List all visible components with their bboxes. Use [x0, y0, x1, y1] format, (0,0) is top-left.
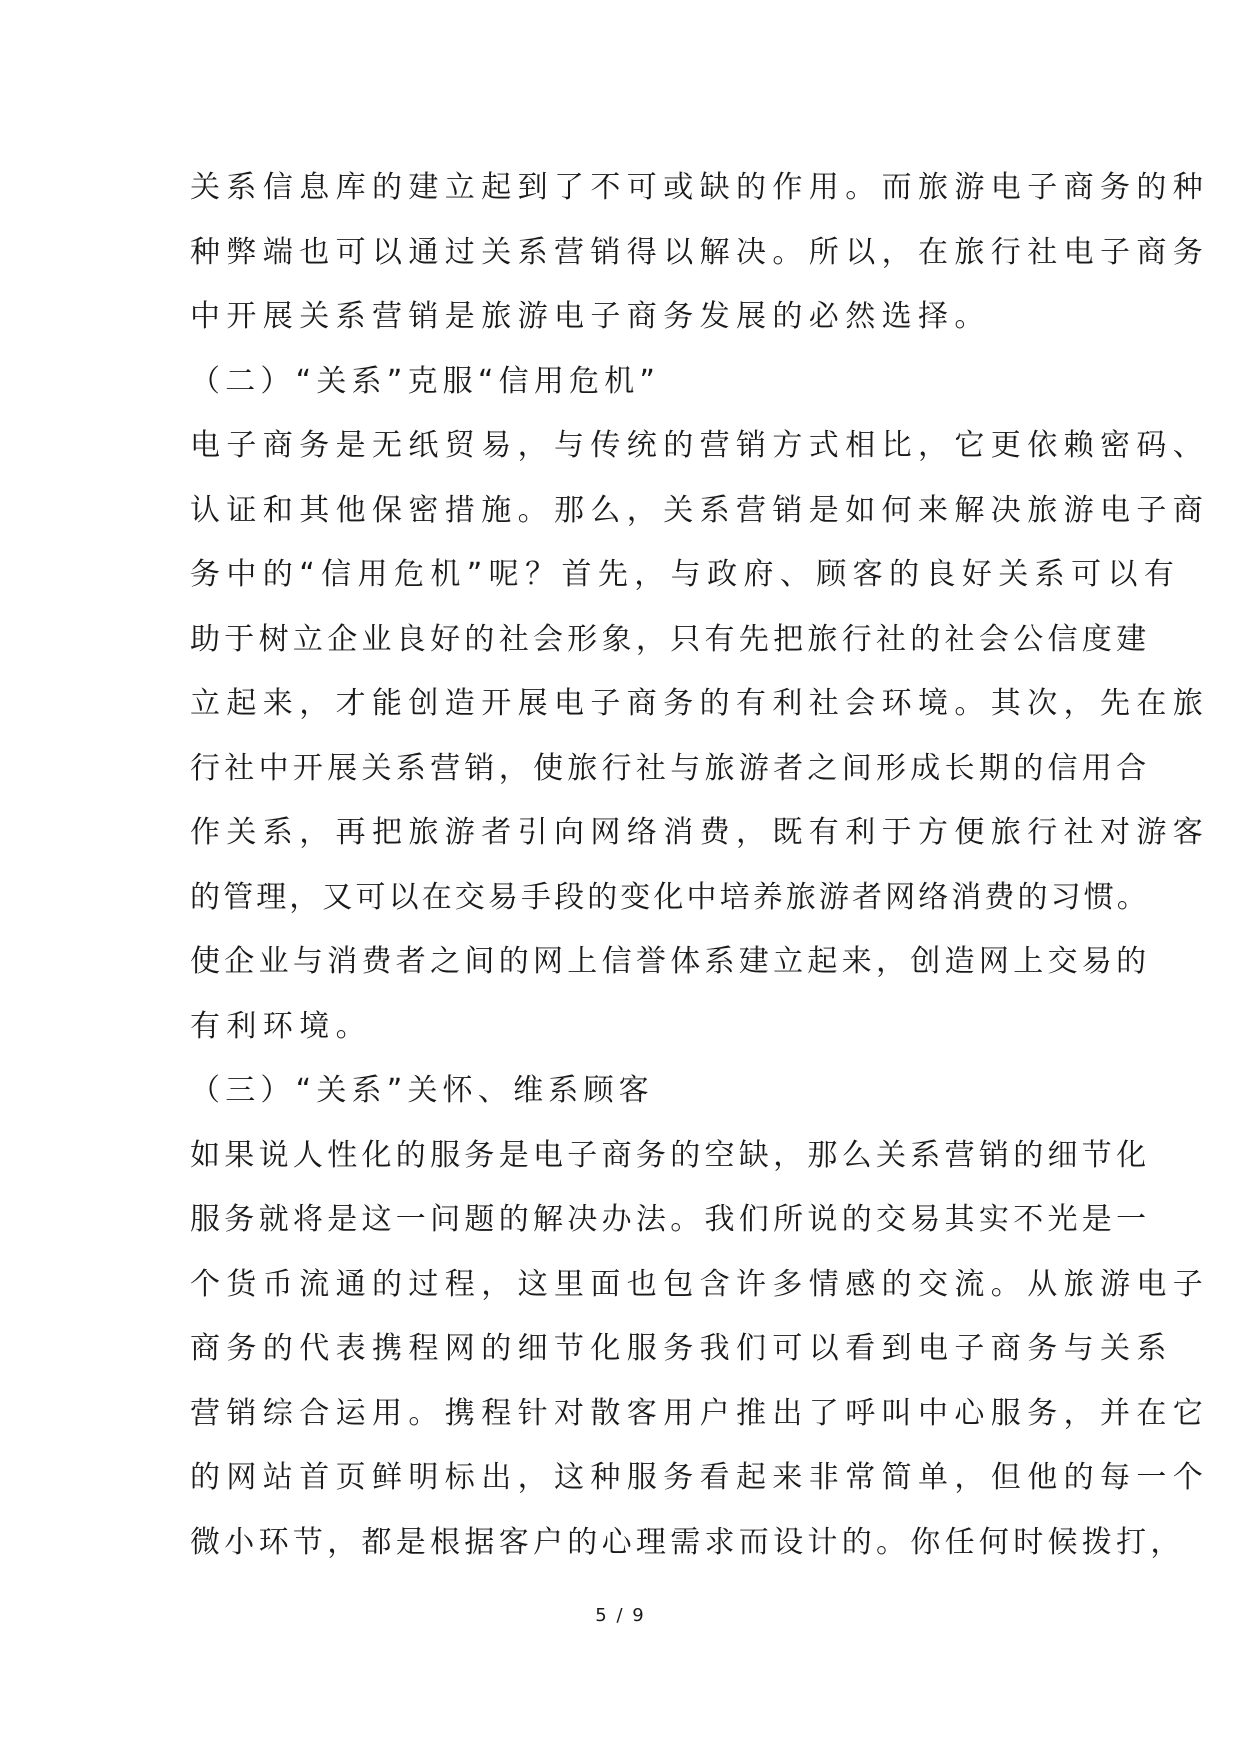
- paragraph-line: 的管理，又可以在交易手段的变化中培养旅游者网络消费的习惯。: [190, 879, 1150, 915]
- paragraph-line: 作关系，再把旅游者引向网络消费，既有利于方便旅行社对游客: [190, 815, 1210, 850]
- paragraph-line: 商务的代表携程网的细节化服务我们可以看到电子商务与关系: [190, 1331, 1173, 1366]
- paragraph-line: 使企业与消费者之间的网上信誉体系建立起来，创造网上交易的: [190, 944, 1151, 979]
- section-heading-2: （二）“关系”克服“信用危机”: [190, 363, 661, 399]
- paragraph-line: 个货币流通的过程，这里面也包含许多情感的交流。从旅游电子: [190, 1266, 1210, 1302]
- paragraph-line: 关系信息库的建立起到了不可或缺的作用。而旅游电子商务的种: [190, 170, 1210, 205]
- paragraph-line: 服务就将是这一问题的解决办法。我们所说的交易其实不光是一: [190, 1202, 1151, 1237]
- section-heading-3: （三）“关系”关怀、维系顾客: [190, 1073, 654, 1108]
- paragraph-line: 助于树立企业良好的社会形象，只有先把旅行社的社会公信度建: [190, 621, 1151, 657]
- body-text: [190, 156, 1210, 1575]
- paragraph-line: 如果说人性化的服务是电子商务的空缺，那么关系营销的细节化: [190, 1137, 1151, 1173]
- paragraph-line: 营销综合运用。携程针对散客用户推出了呼叫中心服务，并在它: [190, 1395, 1210, 1431]
- paragraph-line: 的网站首页鲜明标出，这种服务看起来非常简单，但他的每一个: [190, 1460, 1210, 1495]
- paragraph-line: 电子商务是无纸贸易，与传统的营销方式相比，它更依赖密码、: [190, 428, 1210, 463]
- paragraph-line: 有利环境。: [190, 1008, 372, 1044]
- paragraph-line: 种弊端也可以通过关系营销得以解决。所以，在旅行社电子商务: [190, 234, 1210, 270]
- paragraph-line: 立起来，才能创造开展电子商务的有利社会环境。其次，先在旅: [190, 686, 1210, 721]
- paragraph-line: 认证和其他保密措施。那么，关系营销是如何来解决旅游电子商: [190, 492, 1210, 528]
- paragraph-line: 行社中开展关系营销，使旅行社与旅游者之间形成长期的信用合: [190, 750, 1151, 786]
- paragraph-line: 微小环节，都是根据客户的心理需求而设计的。你任何时候拨打，: [190, 1524, 1185, 1560]
- paragraph-line: 务中的“信用危机”呢？首先，与政府、顾客的良好关系可以有: [190, 557, 1181, 592]
- page-number: 5 / 9: [595, 1605, 646, 1626]
- paragraph-line: 中开展关系营销是旅游电子商务发展的必然选择。: [190, 299, 991, 334]
